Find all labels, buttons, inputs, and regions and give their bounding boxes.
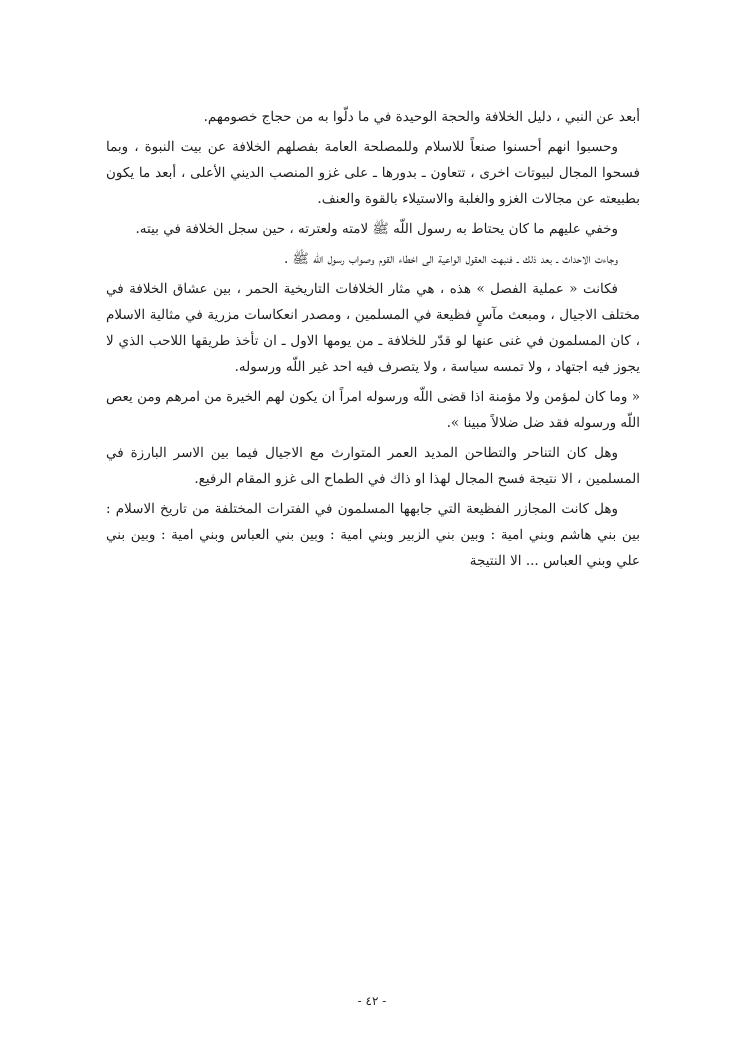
paragraph: وهل كانت المجازر الفظيعة التي جابهها المسلمون في الفترات المختلفة من تاريخ الاسلام : بين بني هاشم وبني امية : وبين بني الزبير وبني امية : وبين بني العباس وبني امية : وبين بني علي وبني العباس ... الا النتيجة xyxy=(106,501,640,569)
paragraph: وحسبوا انهم أحسنوا صنعاً للاسلام وللمصلحة العامة بفصلهم الخلافة عن بيت النبوة ، وبما فسحوا المجال لبيوتات اخرى ، تتعاون ـ بدورها ـ على غزو المنصب الديني الأعلى ، أبعد ما يكون بطبيعته عن مجالات الغزو والغلبة والاستيلاء بالقوة والعنف. xyxy=(106,139,640,207)
page-number: - ٤٢ - xyxy=(357,994,387,1008)
paragraph: أبعد عن النبي ، دليل الخلافة والحجة الوحيدة في ما دلّوا به من حجاج خصومهم. xyxy=(203,109,640,125)
body-text xyxy=(106,104,640,578)
quran-quote-paragraph: « وما كان لمؤمن ولا مؤمنة اذا قضى اللّه ورسوله امراً ان يكون لهم الخيرة من امرهم ومن يعص اللّه ورسوله فقد ضل ضلالاً مبينا ». xyxy=(106,389,640,431)
paragraph: وخفي عليهم ما كان يحتاط به رسول اللّه ﷺ لامته ولعترته ، حين سجل الخلافة في بيته. xyxy=(135,221,618,237)
paragraph: فكانت « عملية الفصل » هذه ، هي مثار الخلافات التاريخية الحمر ، بين عشاق الخلافة في مختلف الاجيال ، ومبعث مآسٍ فظيعة في المسلمين ، ومصدر انعكاسات مزرية في مثالية الاسلام ، كان المسلمون في غنى عنها لو قدّر للخلافة ـ من يومها الاول ـ ان تأخذ طريقها اللاحب الذي لا يجوز فيه اجتهاد ، ولا تمسه سياسة ، ولا يتصرف فيه احد غير اللّه ورسوله. xyxy=(106,281,640,375)
paragraph: وجاءت الاحداث ـ بعد ذلك ـ فنبهت العقول الواعية الى اخطاء القوم وصواب رسول اللّه ﷺ . xyxy=(283,251,618,267)
paragraph: وهل كان التناحر والتطاحن المديد العمر المتوارث مع الاجيال فيما بين الاسر البارزة في المسلمين ، الا نتيجة فسح المجال لهذا او ذاك في الطماح الى غزو المقام الرفيع. xyxy=(106,445,640,487)
